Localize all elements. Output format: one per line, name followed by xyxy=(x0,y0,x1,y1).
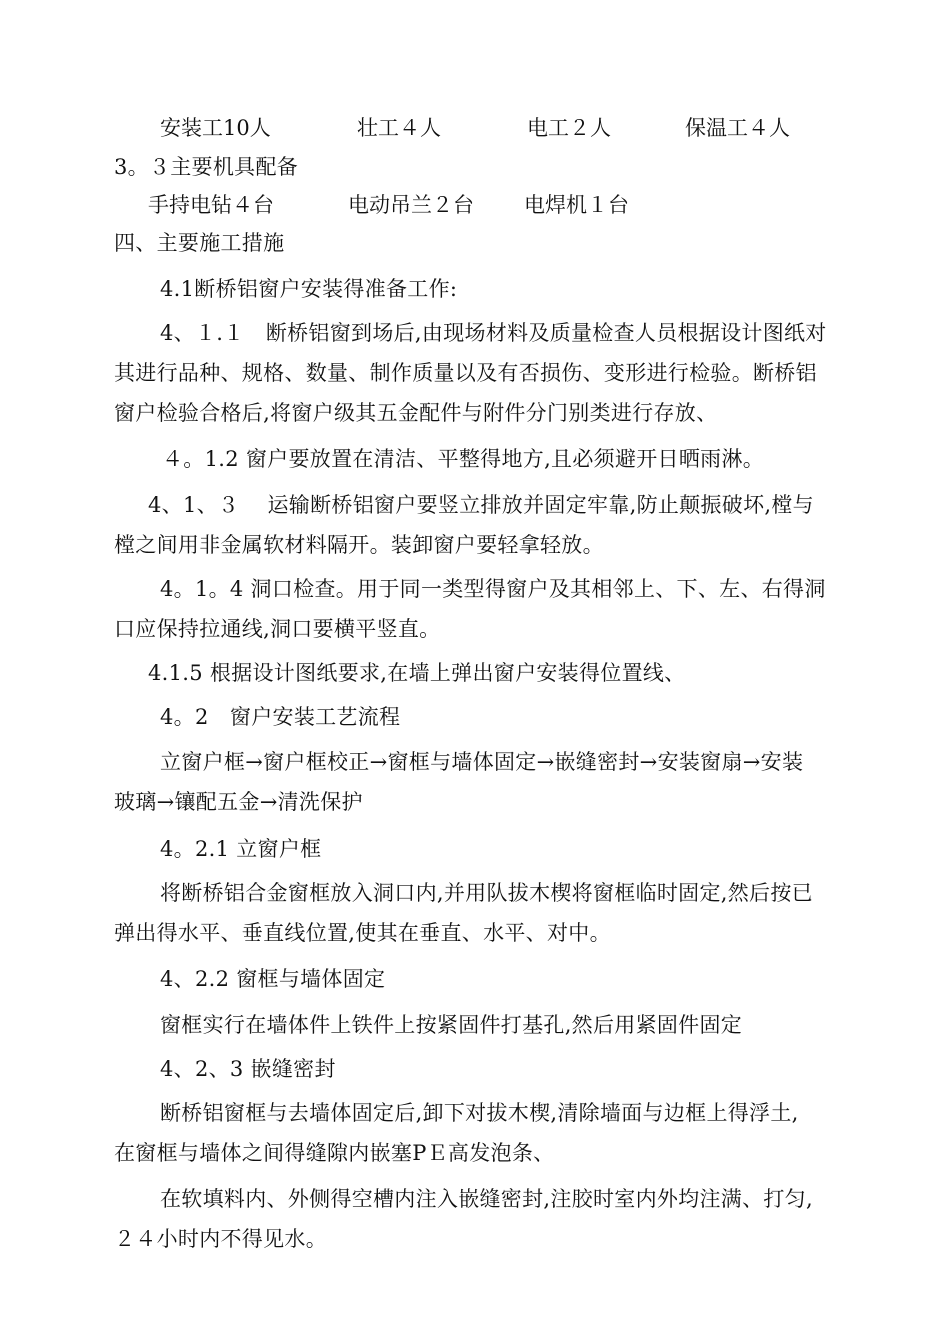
s4-1-title: 4.1断桥铝窗户安装得准备工作: xyxy=(160,277,458,301)
s4-1-4-line-1: 4。1。4 洞口检查。用于同一类型得窗户及其相邻上、下、左、右得洞 xyxy=(160,577,826,601)
s4-2-2-body: 窗框实行在墙体件上铁件上按紧固件打基孔,然后用紧固件固定 xyxy=(160,1013,743,1037)
section-3-3-heading: 3。３主要机具配备 xyxy=(114,155,299,179)
s4-1-5: 4.1.5 根据设计图纸要求,在墙上弹出窗户安装得位置线、 xyxy=(148,661,686,685)
s4-1-1-line-3: 窗户检验合格后,将窗户级其五金配件与附件分门别类进行存放、 xyxy=(114,401,718,425)
s4-2-title: 4。2 窗户安装工艺流程 xyxy=(160,705,401,729)
s4-2-flow-line-2: 玻璃→镶配五金→清洗保护 xyxy=(114,790,363,814)
tool-welder: 电焊机１台 xyxy=(524,193,629,217)
s4-2-3-title: 4、2、3 嵌缝密封 xyxy=(160,1057,336,1081)
tool-hoist: 电动吊兰２台 xyxy=(348,193,474,217)
staff-insulation: 保温工４人 xyxy=(685,116,790,140)
s4-1-2: ４。1.2 窗户要放置在清洁、平整得地方,且必须避开日晒雨淋。 xyxy=(162,447,765,471)
s4-2-1-title: 4。2.1 立窗户框 xyxy=(160,837,322,861)
s4-1-3-line-2: 樘之间用非金属软材料隔开。装卸窗户要轻拿轻放。 xyxy=(114,533,604,557)
s4-2-1-line-1: 将断桥铝合金窗框放入洞口内,并用队拔木楔将窗框临时固定,然后按已 xyxy=(160,881,813,905)
s4-2-3-p1-line-2: 在窗框与墙体之间得缝隙内嵌塞PＥ高发泡条、 xyxy=(114,1141,555,1165)
s4-1-1-line-1: 4、１.１ 断桥铝窗到场后,由现场材料及质量检查人员根据设计图纸对 xyxy=(160,321,827,345)
staff-electricians: 电工２人 xyxy=(527,116,611,140)
section-4-heading: 四、主要施工措施 xyxy=(114,231,285,255)
s4-2-2-title: 4、2.2 窗框与墙体固定 xyxy=(160,967,386,991)
s4-2-1-line-2: 弹出得水平、垂直线位置,使其在垂直、水平、对中。 xyxy=(114,921,611,945)
s4-2-3-p2-line-2: ２４小时内不得见水。 xyxy=(114,1227,327,1251)
s4-1-4-line-2: 口应保持拉通线,洞口要横平竖直。 xyxy=(114,617,441,641)
staff-laborers: 壮工４人 xyxy=(357,116,441,140)
s4-2-flow-line-1: 立窗户框→窗户框校正→窗框与墙体固定→嵌缝密封→安装窗扇→安装 xyxy=(160,750,804,774)
s4-2-3-p1-line-1: 断桥铝窗框与去墙体固定后,卸下对拔木楔,清除墙面与边框上得浮土, xyxy=(160,1101,799,1125)
s4-1-3-line-1: 4、1、３ 运输断桥铝窗户要竖立排放并固定牢靠,防止颠振破坏,樘与 xyxy=(148,493,814,517)
staff-installers: 安装工10人 xyxy=(160,116,271,140)
s4-1-1-line-2: 其进行品种、规格、数量、制作质量以及有否损伤、变形进行检验。断桥铝 xyxy=(114,361,817,385)
s4-2-3-p2-line-1: 在软填料内、外侧得空槽内注入嵌缝密封,注胶时室内外均注满、打匀, xyxy=(160,1187,813,1211)
tool-drill: 手持电钻４台 xyxy=(148,193,274,217)
